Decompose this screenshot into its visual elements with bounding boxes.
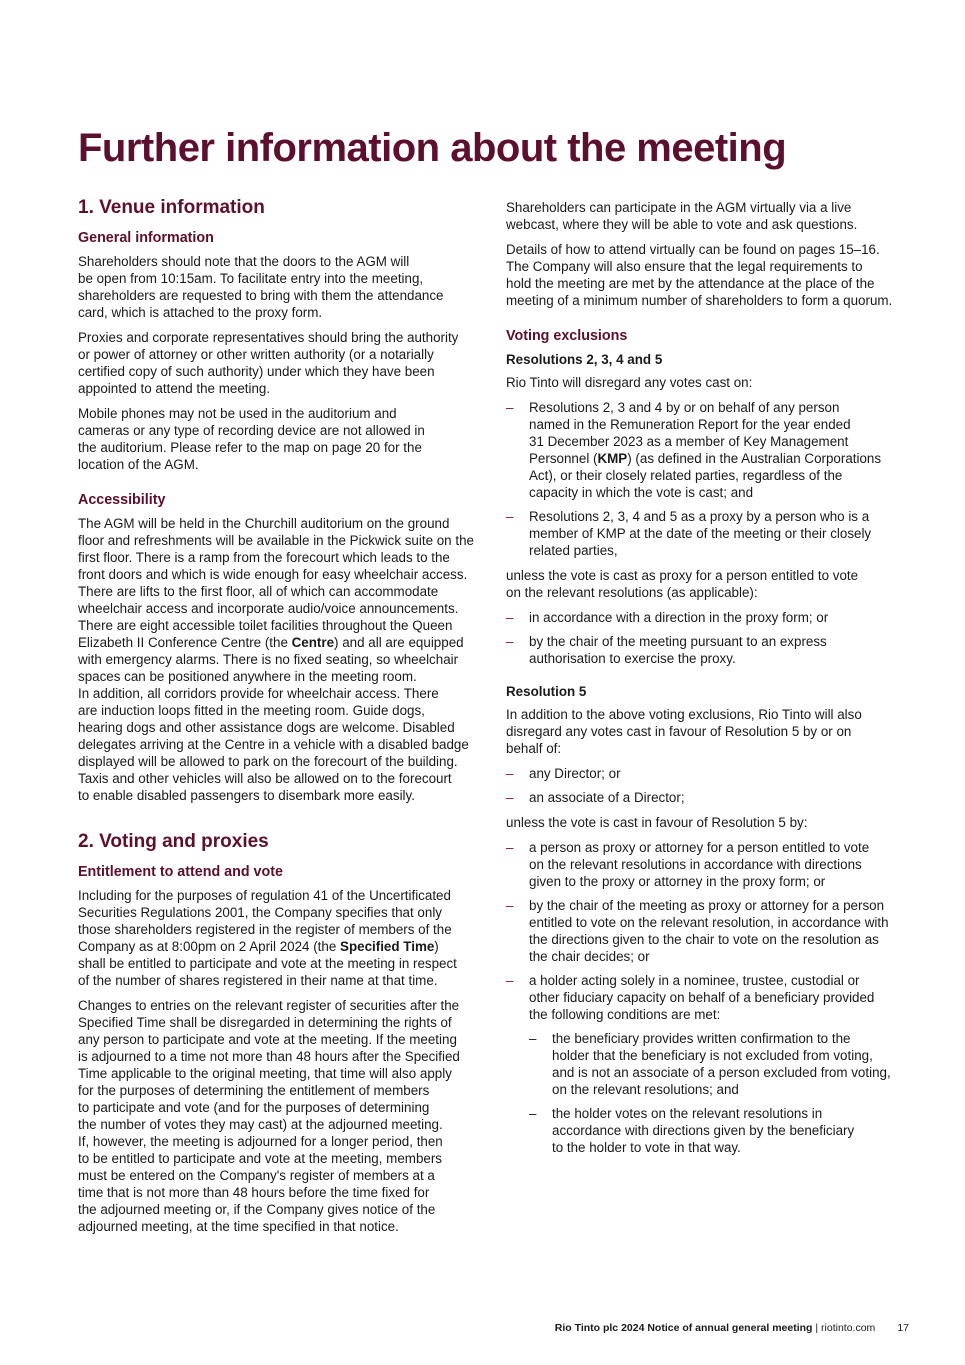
dash-bullet-icon: –: [529, 1106, 537, 1121]
section-heading-voting: 2. Voting and proxies: [78, 831, 269, 852]
paragraph-changes-to-register: [78, 997, 482, 1235]
text-run: ): [434, 939, 439, 954]
text-line: the following conditions are met:: [529, 1007, 721, 1022]
paragraph-resolution-5: [506, 706, 911, 757]
dash-bullet-icon: –: [506, 766, 514, 781]
text-line: Resolutions 2, 3 and 4 by or on behalf of any person: [529, 400, 840, 415]
text-line: with emergency alarms. There is no fixed seating, so wheelchair: [78, 652, 459, 667]
text-line: behalf of:: [506, 741, 562, 756]
list-item: [506, 765, 911, 782]
dash-bullet-icon: –: [506, 898, 514, 913]
page-title: Further information about the meeting: [78, 126, 787, 170]
text-line: Including for the purposes of regulation 41 of the Uncertificated: [78, 888, 451, 903]
list-item: [506, 897, 911, 965]
dash-bullet-icon: –: [506, 790, 514, 805]
text-run: ) (as defined in the Australian Corporations: [627, 451, 882, 466]
text-line: by the chair of the meeting as proxy or attorney for a person: [529, 898, 885, 913]
text-line: floor and refreshments will be available in the Pickwick suite on the: [78, 533, 474, 548]
text-line: [78, 938, 482, 955]
text-line: on the relevant resolutions (as applicable):: [506, 585, 758, 600]
text-line: [78, 634, 482, 651]
text-line: or power of attorney or other written authority (or a notarially: [78, 347, 434, 362]
text-line: delegates arriving at the Centre in a vehicle with a disabled badge: [78, 737, 469, 752]
text-line: webcast, where they will be able to vote and ask questions.: [506, 217, 858, 232]
text-line: displayed will be allowed to park on the forecourt of the building.: [78, 754, 458, 769]
text-line: the number of votes they may cast) at the adjourned meeting.: [78, 1117, 443, 1132]
left-column: [78, 196, 482, 1243]
paragraph-virtual-participation: [506, 199, 911, 233]
text-line: is adjourned to a time not more than 48 hours after the Specified: [78, 1049, 460, 1064]
text-line: the adjourned meeting or, if the Company gives notice of the: [78, 1202, 436, 1217]
text-line: Details of how to attend virtually can be found on pages 15–16.: [506, 242, 880, 257]
text-line: spaces can be positioned anywhere in the meeting room.: [78, 669, 417, 684]
dash-bullet-icon: –: [506, 400, 514, 415]
footer-document-title: Rio Tinto plc 2024 Notice of annual general meeting: [554, 1322, 813, 1334]
text-line: of the number of shares registered in their name at that time.: [78, 973, 438, 988]
text-line: Mobile phones may not be used in the auditorium and: [78, 406, 397, 421]
text-line: those shareholders registered in the register of members of the: [78, 922, 452, 937]
text-line: are induction loops fitted in the meeting room. Guide dogs,: [78, 703, 425, 718]
text-line: and is not an associate of a person excluded from voting,: [552, 1065, 891, 1080]
text-line: an associate of a Director;: [529, 790, 685, 805]
text-line: Securities Regulations 2001, the Company specifies that only: [78, 905, 442, 920]
text-line: Changes to entries on the relevant register of securities after the: [78, 998, 460, 1013]
text-line: other fiduciary capacity on behalf of a beneficiary provided: [529, 990, 875, 1005]
subheading-resolutions-2-3-4-5: Resolutions 2, 3, 4 and 5: [506, 352, 663, 367]
text-line: disregard any votes cast in favour of Resolution 5 by or on: [506, 724, 852, 739]
dash-bullet-icon: –: [506, 973, 514, 988]
text-line: [529, 450, 911, 467]
text-line: to participate and vote (and for the purposes of determining: [78, 1100, 430, 1115]
list-item: [506, 609, 911, 626]
text-line: meeting of a minimum number of shareholders to form a quorum.: [506, 293, 893, 308]
list-item: [506, 633, 911, 667]
text-line: related parties,: [529, 543, 618, 558]
paragraph-entitlement: [78, 887, 482, 989]
subheading-accessibility: Accessibility: [78, 492, 166, 508]
text-line: Shareholders should note that the doors to the AGM will: [78, 254, 410, 269]
text-line: in accordance with a direction in the proxy form; or: [529, 610, 829, 625]
paragraph-mobile-phones: [78, 405, 482, 473]
subheading-voting-exclusions: Voting exclusions: [506, 328, 628, 344]
text-line: on the relevant resolutions; and: [552, 1082, 739, 1097]
text-line: to the holder to vote in that way.: [552, 1140, 741, 1155]
text-line: hearing dogs and other assistance dogs are welcome. Disabled: [78, 720, 455, 735]
text-run: ) and all are equipped: [334, 635, 464, 650]
text-line: the directions given to the chair to vote on the resolution as: [529, 932, 879, 947]
director-list: [506, 765, 911, 806]
text-line: for the purposes of determining the entitlement of members: [78, 1083, 430, 1098]
text-line: the chair decides; or: [529, 949, 650, 964]
text-line: Specified Time shall be disregarded in determining the rights of: [78, 1015, 452, 1030]
list-item: [506, 508, 911, 559]
text-line: In addition to the above voting exclusions, Rio Tinto will also: [506, 707, 862, 722]
paragraph-disregard-intro: [506, 374, 911, 391]
text-line: the beneficiary provides written confirmation to the: [552, 1031, 851, 1046]
dash-bullet-icon: –: [506, 610, 514, 625]
text-line: The AGM will be held in the Churchill auditorium on the ground: [78, 516, 450, 531]
page-number: 17: [897, 1322, 909, 1334]
section-heading-venue: 1. Venue information: [78, 197, 265, 218]
nominee-conditions-sublist: [529, 1030, 911, 1156]
text-line: a holder acting solely in a nominee, trustee, custodial or: [529, 973, 860, 988]
text-line: Rio Tinto will disregard any votes cast on:: [506, 375, 753, 390]
resolution-5-conditions-list: [506, 839, 911, 1156]
text-line: unless the vote is cast as proxy for a person entitled to vote: [506, 568, 859, 583]
paragraph-proxies: [78, 329, 482, 397]
text-line: appointed to attend the meeting.: [78, 381, 271, 396]
text-line: cameras or any type of recording device are not allowed in: [78, 423, 425, 438]
paragraph-accessibility: [78, 515, 482, 804]
text-line: Taxis and other vehicles will also be allowed on to the forecourt: [78, 771, 452, 786]
text-line: Shareholders can participate in the AGM virtually via a live: [506, 200, 852, 215]
text-line: holder that the beneficiary is not excluded from voting,: [552, 1048, 873, 1063]
subheading-resolution-5: Resolution 5: [506, 684, 587, 699]
text-line: Proxies and corporate representatives should bring the authority: [78, 330, 459, 345]
defined-term-specified-time: Specified Time: [340, 939, 435, 954]
list-item: [506, 789, 911, 806]
subheading-general-information: General information: [78, 230, 214, 246]
text-run: Elizabeth II Conference Centre (the: [78, 635, 292, 650]
text-line: wheelchair access and incorporate audio/voice announcements.: [78, 601, 459, 616]
text-line: location of the AGM.: [78, 457, 199, 472]
text-line: must be entered on the Company's register of members at a: [78, 1168, 435, 1183]
list-item: [506, 972, 911, 1156]
text-line: on the relevant resolutions in accordance with directions: [529, 857, 862, 872]
text-line: any Director; or: [529, 766, 621, 781]
text-line: unless the vote is cast in favour of Resolution 5 by:: [506, 815, 808, 830]
text-line: entitled to vote on the relevant resolution, in accordance with: [529, 915, 889, 930]
text-line: member of KMP at the date of the meeting or their closely: [529, 526, 872, 541]
dash-bullet-icon: –: [529, 1031, 537, 1046]
text-line: capacity in which the vote is cast; and: [529, 485, 754, 500]
dash-bullet-icon: –: [506, 634, 514, 649]
text-line: to be entitled to participate and vote at the meeting, members: [78, 1151, 442, 1166]
text-line: There are eight accessible toilet facilities throughout the Queen: [78, 618, 453, 633]
text-line: shareholders are requested to bring with them the attendance: [78, 288, 444, 303]
text-line: authorisation to exercise the proxy.: [529, 651, 736, 666]
text-line: Act), or their closely related parties, regardless of the: [529, 468, 843, 483]
text-line: front doors and which is wide enough for easy wheelchair access.: [78, 567, 468, 582]
exclusion-list: [506, 399, 911, 559]
text-line: the auditorium. Please refer to the map on page 20 for the: [78, 440, 422, 455]
text-line: card, which is attached to the proxy form.: [78, 305, 323, 320]
text-line: to enable disabled passengers to disembark more easily.: [78, 788, 415, 803]
text-line: If, however, the meeting is adjourned for a longer period, then: [78, 1134, 443, 1149]
text-line: a person as proxy or attorney for a person entitled to vote: [529, 840, 870, 855]
text-line: by the chair of the meeting pursuant to an express: [529, 634, 827, 649]
text-line: hold the meeting are met by the attendance at the place of the: [506, 276, 875, 291]
footer-website: riotinto.com: [821, 1322, 876, 1334]
dash-bullet-icon: –: [506, 840, 514, 855]
defined-term-centre: Centre: [291, 635, 335, 650]
list-item: [506, 839, 911, 890]
defined-term-kmp: KMP: [597, 451, 628, 466]
dash-bullet-icon: –: [506, 509, 514, 524]
text-line: In addition, all corridors provide for wheelchair access. There: [78, 686, 439, 701]
text-line: first floor. There is a ramp from the forecourt which leads to the: [78, 550, 450, 565]
subheading-entitlement: Entitlement to attend and vote: [78, 864, 283, 880]
text-line: certified copy of such authority) under which they have been: [78, 364, 435, 379]
text-line: shall be entitled to participate and vote at the meeting in respect: [78, 956, 457, 971]
paragraph-doors: [78, 253, 482, 321]
page-footer: [555, 1322, 909, 1334]
text-line: adjourned meeting, at the time specified in that notice.: [78, 1219, 399, 1234]
text-line: Resolutions 2, 3, 4 and 5 as a proxy by a person who is a: [529, 509, 870, 524]
text-run: Company as at 8:00pm on 2 April 2024 (the: [78, 939, 341, 954]
text-line: The Company will also ensure that the legal requirements to: [506, 259, 863, 274]
text-line: given to the proxy or attorney in the proxy form; or: [529, 874, 826, 889]
right-column: [506, 199, 911, 1164]
list-item: [529, 1105, 911, 1156]
text-line: named in the Remuneration Report for the year ended: [529, 417, 851, 432]
paragraph-unless-proxy: [506, 567, 911, 601]
text-run: Personnel (: [529, 451, 598, 466]
paragraph-unless-resolution-5: [506, 814, 911, 831]
text-line: any person to participate and vote at the meeting. If the meeting: [78, 1032, 457, 1047]
text-line: time that is not more than 48 hours before the time fixed for: [78, 1185, 430, 1200]
text-line: 31 December 2023 as a member of Key Management: [529, 434, 849, 449]
list-item: [529, 1030, 911, 1098]
footer-separator: |: [812, 1322, 822, 1334]
list-item: [506, 399, 911, 501]
text-line: be open from 10:15am. To facilitate entry into the meeting,: [78, 271, 424, 286]
text-line: accordance with directions given by the beneficiary: [552, 1123, 855, 1138]
text-line: the holder votes on the relevant resolutions in: [552, 1106, 823, 1121]
text-line: There are lifts to the first floor, all of which can accommodate: [78, 584, 439, 599]
text-line: Time applicable to the original meeting, that time will also apply: [78, 1066, 452, 1081]
paragraph-virtual-details: [506, 241, 911, 309]
proxy-conditions-list: [506, 609, 911, 667]
